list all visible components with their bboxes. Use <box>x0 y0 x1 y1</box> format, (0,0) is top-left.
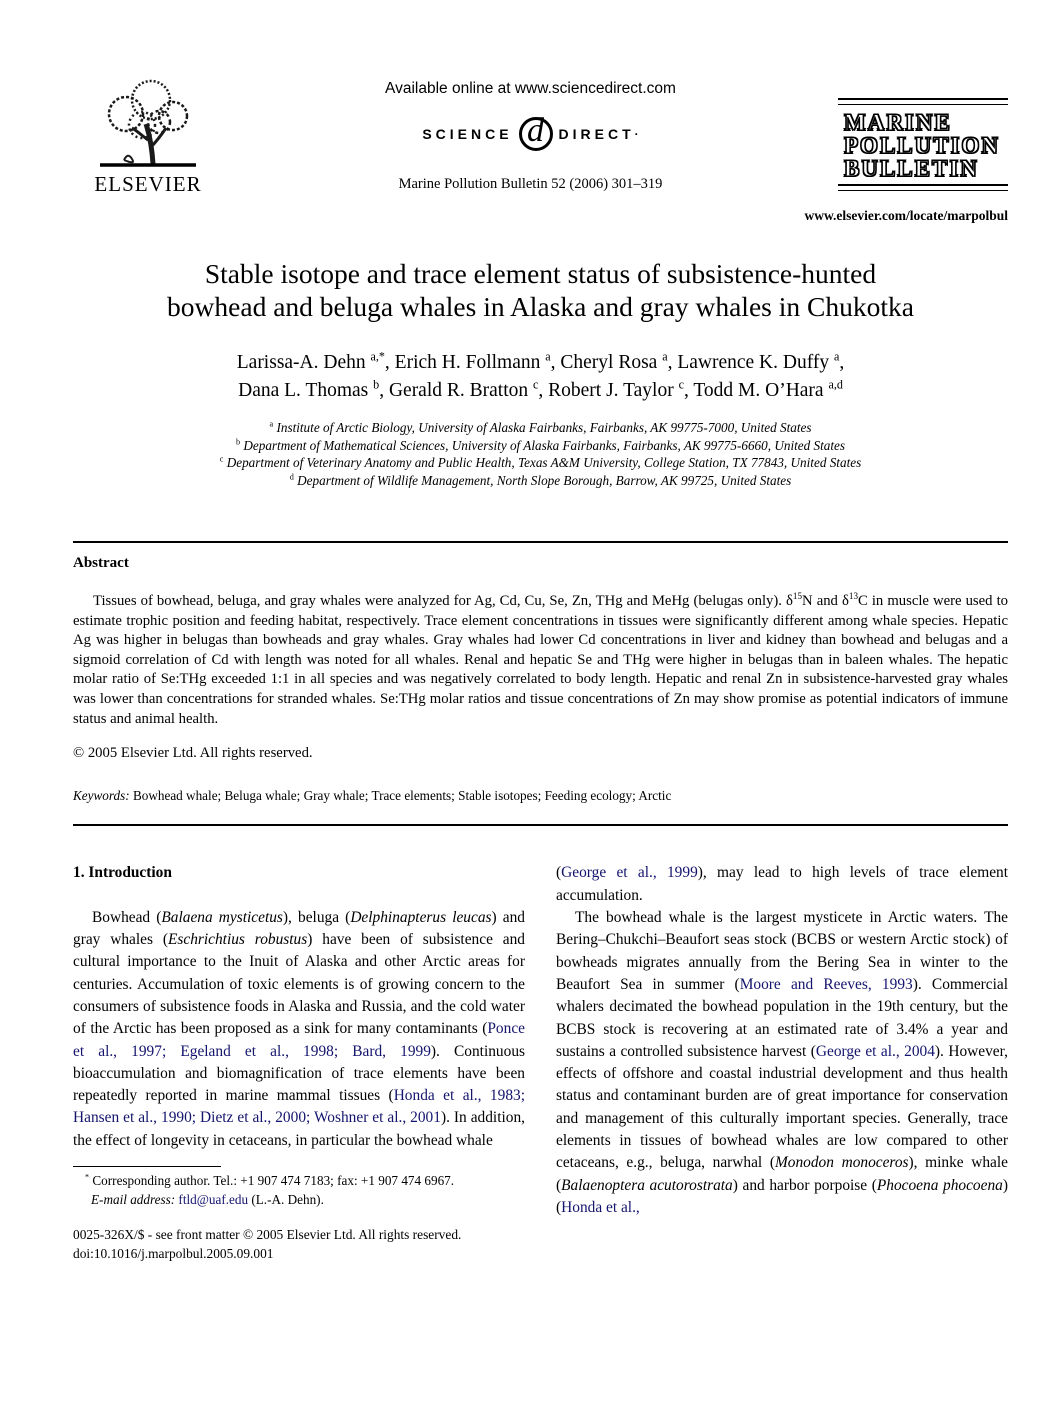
text-segment: Dana L. Thomas <box>238 380 374 401</box>
text-segment: Corresponding author. Tel.: +1 907 474 7183; fax: +1 907 474 6967. <box>89 1173 455 1188</box>
sciencedirect-d-icon: d <box>519 117 553 151</box>
affiliation-b <box>73 437 1008 455</box>
doi-line: doi:10.1016/j.marpolbul.2005.09.001 <box>73 1246 274 1261</box>
text-segment: c <box>219 454 224 464</box>
text-segment: N and δ <box>802 593 849 609</box>
text-segment: a <box>662 349 668 364</box>
text-segment: , Cheryl Rosa <box>550 352 663 373</box>
intro-paragraph-1-continued <box>556 862 1008 907</box>
text-segment: Balaenoptera acutorostrata <box>561 1176 733 1194</box>
affiliation-d <box>73 472 1008 490</box>
text-segment: Larissa-A. Dehn <box>236 352 371 373</box>
citation-link[interactable]: Moore and Reeves, 1993 <box>739 975 913 993</box>
text-segment: d <box>289 472 294 482</box>
text-segment: ), minke whale ( <box>556 1154 1008 1194</box>
citation-link[interactable]: Ponce et al., 1997; Egeland et al., 1998; Bard, 1999 <box>73 1020 525 1060</box>
article-title-line1: Stable isotope and trace element status of subsistence-hunted <box>204 258 877 289</box>
corresponding-author-footnote <box>73 1172 525 1209</box>
text-segment: ). However, effects of offshore and coastal industrial development and thus health status and contaminant burden are of great importance for conservation and management of this culturally important species. Generally, trace elements in tissues of bowhead whales are low compared to other cetaceans, e.g., beluga, narwhal ( <box>556 1042 1008 1172</box>
available-online-text: Available online at www.sciencedirect.com <box>385 80 676 97</box>
page-header <box>73 78 1008 197</box>
abstract-top-rule <box>73 541 1008 543</box>
affiliation-a <box>73 419 1008 437</box>
sciencedirect-science-text: SCIENCE <box>422 126 513 142</box>
text-segment: The bowhead whale is the largest mysticete in Arctic waters. The Bering–Chukchi–Beaufort seas stock (BCBS or western Arctic stock) of bowheads migrates annually from the Bering Sea in winter to the Beaufort Sea in summer ( <box>556 909 1008 993</box>
text-segment: (L.-A. Dehn). <box>248 1191 324 1207</box>
text-segment: , Erich H. Follmann <box>384 352 546 373</box>
text-segment: , Gerald R. Bratton <box>379 380 534 401</box>
text-segment: c <box>533 377 539 392</box>
abstract-text <box>73 592 1008 729</box>
text-segment: 15 <box>792 591 803 602</box>
masthead-top-rule <box>838 98 1008 105</box>
affiliation-list <box>73 419 1008 489</box>
sciencedirect-direct-text: DIRECT <box>558 126 635 142</box>
journal-name-line1: MARINE <box>844 110 952 135</box>
abstract-copyright: © 2005 Elsevier Ltd. All rights reserved. <box>73 744 313 761</box>
footnote-contact-line <box>73 1172 525 1191</box>
author-line-1 <box>73 349 1008 377</box>
journal-masthead <box>838 78 1008 191</box>
text-segment: Phocoena phocoena <box>876 1176 1003 1194</box>
text-segment: , Lawrence K. Duffy <box>667 352 834 373</box>
issn-front-matter-line: 0025-326X/$ - see front matter © 2005 Elsevier Ltd. All rights reserved. <box>73 1227 462 1242</box>
text-segment: c <box>678 377 684 392</box>
imprint-block <box>73 1225 525 1263</box>
elsevier-logo-block <box>73 78 223 197</box>
text-segment: E-mail address: <box>91 1191 176 1207</box>
text-segment: Department of Mathematical Sciences, University of Alaska Fairbanks, Fairbanks, AK 99775-6660, United States <box>240 437 846 453</box>
text-segment: ). Continuous bioaccumulation and biomagnification of trace elements have been repeatedly reported in marine mammal tissues ( <box>73 1042 525 1105</box>
journal-name <box>838 105 1008 184</box>
text-segment: ). Commercial whalers decimated the bowhead population in the 19th century, but the BCBS stock is recovering at an estimated rate of 3.4% a year and sustains a controlled subsistence harvest ( <box>556 975 1008 1060</box>
text-segment: Institute of Arctic Biology, University of Alaska Fairbanks, Fairbanks, AK 99775-7000, United States <box>273 420 812 435</box>
journal-url-link[interactable]: www.elsevier.com/locate/marpolbul <box>804 208 1008 223</box>
text-segment: Bowhead ( <box>92 908 162 926</box>
author-line-2 <box>73 377 1008 405</box>
text-segment: a <box>834 349 840 364</box>
footnote-email-line <box>73 1191 525 1210</box>
text-segment: ). In addition, the effect of longevity in cetaceans, in particular the bowhead whale <box>73 1109 525 1149</box>
text-segment: Eschrichtius robustus <box>167 931 308 949</box>
intro-paragraph-2 <box>556 907 1008 1219</box>
text-segment: ( <box>556 864 562 882</box>
text-segment: Delphinapterus leucas <box>350 908 492 926</box>
affiliation-c <box>73 454 1008 472</box>
text-segment: ), may lead to high levels of trace element accumulation. <box>556 864 1009 904</box>
text-segment: a <box>269 419 274 429</box>
text-segment: a,* <box>370 349 385 364</box>
text-segment: 13 <box>848 591 858 602</box>
text-segment: Bowhead whale; Beluga whale; Gray whale; Trace elements; Stable isotopes; Feeding ecology; Arctic <box>129 788 672 804</box>
citation-link[interactable]: George et al., 1999 <box>561 864 698 882</box>
left-column <box>73 862 525 1263</box>
section-heading-introduction: 1. Introduction <box>73 864 172 882</box>
text-segment: , <box>839 352 845 373</box>
text-segment: Balaena mysticetus <box>161 908 283 926</box>
text-segment: C in muscle were used to estimate trophic position and feeding habitat, respectively. Trace element concentrations in tissues were significantly different among whale species. Hepatic Ag was higher in belugas than bowheads and gray whales. Gray whales had lower Cd concentrations in liver and kidney than bowhead and belugas and a sigmoid correlation of Cd with length was noted for all whales. Renal and hepatic Se and THg were higher in belugas than in baleen whales. The hepatic molar ratio of Se:THg exceeded 1:1 in all species and was negatively correlated to body length. Hepatic and renal Zn in subsistence-harvested gray whales was lower than concentrations for stranded whales. Se:THg molar ratios and tissue concentrations of Zn may show promise as potential indicators of immune status and animal health. <box>73 593 1008 727</box>
right-column <box>556 862 1008 1263</box>
text-segment: Department of Wildlife Management, North Slope Borough, Barrow, AK 99725, United States <box>293 472 792 488</box>
text-segment: b <box>235 437 241 447</box>
text-segment: a <box>545 349 551 364</box>
text-segment: Monodon monoceros <box>774 1154 909 1172</box>
text-segment: Keywords: <box>73 788 130 804</box>
text-segment: ) have been of subsistence and cultural importance to the Inuit of Alaska and other Arctic areas for centuries. Accumulation of toxic elements is of growing concern to the consumers of subsistence foods in Alaska and Russia, and the cold water of the Arctic has been proposed as a sink for many contaminants ( <box>73 931 525 1038</box>
text-segment: ) and harbor porpoise ( <box>732 1176 877 1194</box>
citation-link[interactable]: ftld@uaf.edu <box>178 1191 249 1207</box>
header-center <box>223 78 838 193</box>
abstract-heading: Abstract <box>73 555 129 571</box>
journal-name-line3: BULLETIN <box>844 156 979 181</box>
text-segment: b <box>373 377 380 392</box>
keywords-line <box>73 787 1008 804</box>
text-segment: * <box>85 1172 90 1182</box>
text-segment: , Todd M. O’Hara <box>683 380 829 401</box>
article-title <box>73 257 1008 323</box>
text-segment: ) ( <box>556 1176 1008 1216</box>
masthead-bottom-rule <box>838 184 1008 191</box>
trademark-dot: · <box>634 127 639 141</box>
journal-citation-line: Marine Pollution Bulletin 52 (2006) 301–319 <box>398 176 663 192</box>
footnote-rule <box>73 1166 221 1167</box>
text-segment: ) and gray whales ( <box>73 908 525 949</box>
author-list <box>73 349 1008 405</box>
elsevier-wordmark: ELSEVIER <box>94 172 202 196</box>
text-segment: a,d <box>828 377 843 392</box>
article-title-line2: bowhead and beluga whales in Alaska and gray whales in Chukotka <box>167 291 914 322</box>
intro-paragraph-1 <box>73 907 525 1152</box>
text-segment: Tissues of bowhead, beluga, and gray whales were analyzed for Ag, Cd, Cu, Se, Zn, THg and MeHg (belugas only). δ <box>93 593 793 609</box>
elsevier-tree-icon <box>96 78 200 170</box>
citation-link[interactable]: Honda et al., <box>561 1198 640 1216</box>
citation-link[interactable]: George et al., 2004 <box>815 1042 935 1060</box>
text-segment: , Robert J. Taylor <box>538 380 679 401</box>
journal-name-line2: POLLUTION <box>844 133 1001 158</box>
article-body <box>73 862 1008 1263</box>
text-segment: Department of Veterinary Anatomy and Public Health, Texas A&M University, College Station, TX 77843, United States <box>223 455 862 470</box>
sciencedirect-logo <box>223 108 838 160</box>
abstract-bottom-rule <box>73 824 1008 826</box>
citation-link[interactable]: Honda et al., 1983; Hansen et al., 1990; Dietz et al., 2000; Woshner et al., 2001 <box>73 1087 525 1127</box>
text-segment: ), beluga ( <box>282 908 351 926</box>
